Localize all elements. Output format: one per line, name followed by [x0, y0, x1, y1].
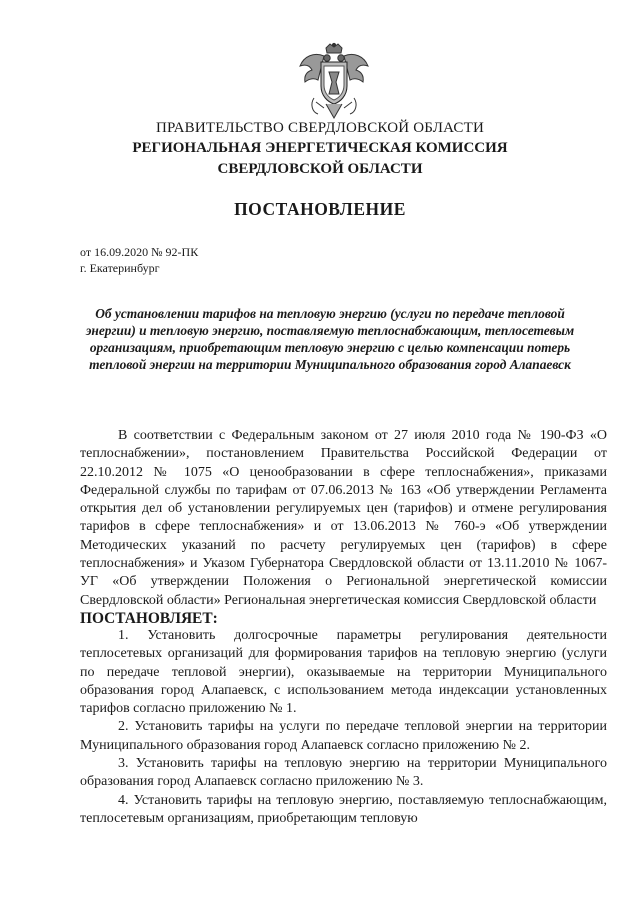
preamble-paragraph: В соответствии с Федеральным законом от 27 июля 2010 года № 190-ФЗ «О теплоснабжении», постановлением Правительства Российской Федерации от 22.10.2012 № 1075 «О ценообразовании в сфере теплоснабжения», приказами Федеральной службы по тарифам от 07.06.2013 № 163 «Об утверждении Регламента открытия дел об установлении регулируемых цен (тарифов) и отмене регулирования тарифов в сфере теплоснабжения» и от 13.06.2013 № 760-э «Об утверждении Методических указаний по расчету регулируемых цен (тарифов) в сфере теплоснабжения» и Указом Губернатора Свердловской области от 13.11.2010 № 1067-УГ «Об утверждении Положения о Региональной энергетической комиссии Свердловской области» Региональная энергетическая комиссия Свердловской области — [80, 428, 607, 608]
header-region: СВЕРДЛОВСКОЙ ОБЛАСТИ — [217, 161, 423, 177]
document-body — [80, 427, 607, 828]
header-government: ПРАВИТЕЛЬСТВО СВЕРДЛОВСКОЙ ОБЛАСТИ — [155, 120, 485, 136]
decree-item-3: 3. Установить тарифы на тепловую энергию на территории Муниципального образования город Алапаевск согласно приложению № 3. — [80, 756, 607, 790]
coat-of-arms-icon — [296, 42, 372, 124]
header-commission: РЕГИОНАЛЬНАЯ ЭНЕРГЕТИЧЕСКАЯ КОМИССИЯ — [132, 140, 508, 156]
decree-item-1: 1. Установить долгосрочные параметры регулирования деятельности теплосетевых организаций для формирования тарифов на тепловую энергию (услуги по передаче тепловой энергии), оказываемые на территории Муниципального образования город Алапаевск, с использованием метода индексации установленных тарифов согласно приложению № 1. — [80, 627, 607, 717]
document-date-number: от 16.09.2020 № 92-ПК — [80, 245, 199, 259]
document-city: г. Екатеринбург — [80, 261, 160, 275]
decree-heading: ПОСТАНОВЛЯЕТ: — [80, 609, 218, 627]
decree-item-2: 2. Установить тарифы на услуги по передаче тепловой энергии на территории Муниципального образования город Алапаевск согласно приложению № 2. — [80, 719, 607, 753]
document-subject: Об установлении тарифов на тепловую энергию (услуги по передаче тепловой энергии) и тепловую энергию, поставляемую теплоснабжающим, теплосетевым организациям, приобретающим тепловую энергию с целью компенсации потерь тепловой энергии на территории Муниципального образования город Алапаевск — [85, 306, 575, 372]
document-title: ПОСТАНОВЛЕНИЕ — [234, 199, 406, 219]
decree-item-4: 4. Установить тарифы на тепловую энергию, поставляемую теплоснабжающим, теплосетевым организациям, приобретающим тепловую — [80, 792, 607, 826]
